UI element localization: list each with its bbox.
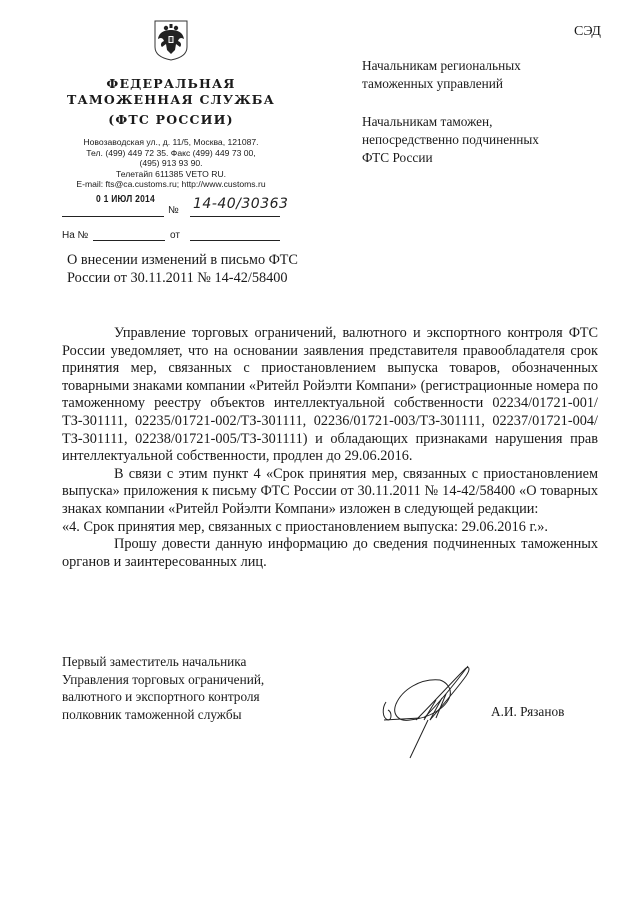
org-header	[58, 76, 284, 128]
body-paragraph-1: Управление торговых ограничений, валютного и экспортного контроля ФТС России уведомляет, что на основании заявления представителя правообладателя срок принятия мер, связанных с приостановлением выпуска товаров, обозначенных товарными знаками компании «Ритейл Ройэлти Компани» (регистрационные номера по таможенному реестру объектов интеллектуальной собственности 02234/01721-001/ТЗ-301111, 02235/01721-002/ТЗ-301111, 02236/01721-003/ТЗ-301111, 02237/01721-004/ТЗ-301111, 02238/01721-005/ТЗ-301111) и обладающих признаками нарушения прав интеллектуальной собственности, продлен до 29.06.2016.	[62, 325, 598, 465]
subject-line: О внесении изменений в письмо ФТС	[67, 252, 298, 268]
phone-line-2: (495) 913 93 90.	[139, 158, 203, 169]
addressee-line: непосредственно подчиненных	[362, 132, 539, 147]
body-paragraph-2: В связи с этим пункт 4 «Срок принятия мер, связанных с приостановлением выпуска» приложения к письму ФТС России от 30.11.2011 № 14-42/58400 «О товарных знаках компании «Ритейл Ройэлти Компани» изложен в следующей редакции:	[62, 465, 598, 517]
body-paragraph-3: Прошу довести данную информацию до сведения подчиненных таможенных органов и заинтересованных лиц.	[62, 536, 598, 570]
letter-subject	[67, 251, 337, 287]
addressee-line: таможенных управлений	[362, 76, 503, 91]
body-quote: «4. Срок принятия мер, связанных с приостановлением выпуска: 29.06.2016 г.».	[62, 518, 549, 535]
signer-title-line: Управления торговых ограничений,	[62, 671, 265, 687]
addressee-line: ФТС России	[362, 150, 433, 165]
email-web-line: E-mail: fts@ca.customs.ru; http://www.customs.ru	[76, 179, 266, 190]
address-line: Новозаводская ул., д. 11/5, Москва, 121087.	[83, 137, 259, 147]
handwritten-signature-icon	[380, 660, 500, 760]
signer-name: А.И. Рязанов	[491, 704, 565, 719]
addressee-customs	[362, 113, 602, 167]
number-label: №	[168, 205, 179, 216]
org-name-line2: ТАМОЖЕННАЯ СЛУЖБА	[66, 92, 276, 107]
letter-body	[62, 325, 598, 571]
teletype-line: Телетайп 611385 VETO RU.	[115, 168, 227, 179]
registration-date: 0 1 ИЮЛ 2014	[96, 194, 156, 205]
signer-title-line: валютного и экспортного контроля	[62, 689, 260, 705]
org-contact-info	[58, 137, 284, 190]
registration-number: 14-40/30363	[193, 196, 289, 212]
addressee-line: Начальникам региональных	[362, 58, 521, 73]
reply-to-label: На №	[62, 230, 89, 241]
phone-line: Тел. (499) 449 72 35. Факс (499) 449 73 00,	[86, 147, 256, 158]
addressee-line: Начальникам таможен,	[362, 114, 493, 129]
org-name-line1: ФЕДЕРАЛЬНАЯ	[106, 76, 236, 91]
reply-to-underline	[93, 240, 165, 241]
signer-title	[62, 653, 322, 723]
sed-stamp-tag: СЭД	[574, 24, 601, 39]
number-underline	[190, 216, 280, 217]
signer-title-line: полковник таможенной службы	[62, 706, 242, 722]
reply-from-underline	[190, 240, 280, 241]
addressee-regional	[362, 57, 602, 93]
date-underline	[62, 216, 164, 217]
russian-coat-of-arms-icon	[153, 19, 189, 61]
subject-line: России от 30.11.2011 № 14-42/58400	[67, 270, 288, 286]
signer-title-line: Первый заместитель начальника	[62, 654, 247, 669]
org-abbreviation: (ФТС РОССИИ)	[108, 112, 234, 127]
reply-from-label: от	[170, 230, 180, 241]
